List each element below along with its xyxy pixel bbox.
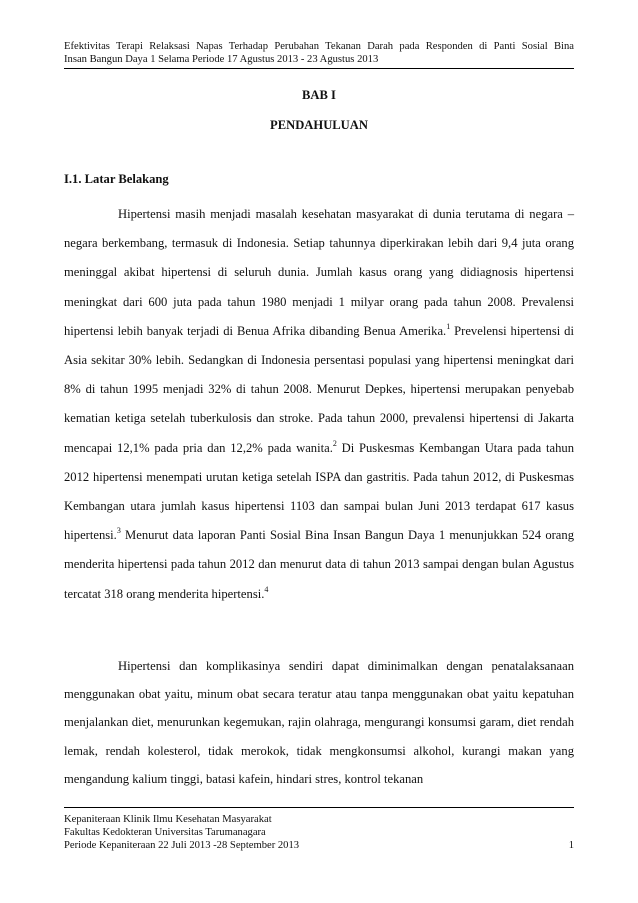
running-header (64, 40, 574, 66)
paragraph-2 (64, 652, 574, 793)
citation-1: 1 (446, 321, 451, 331)
paragraph-1-text-c: Di Puskesmas Kembangan Utara pada tahun 2012 hipertensi menempati urutan ketiga setelah ISPA dan gastritis. Pada tahun 2012, di Puskesmas Kembangan utara jumlah kasus hipertensi 1103 dan sampai bulan Juni 2013 terdapat 617 kasus hipertensi. (64, 440, 575, 543)
citation-2: 2 (332, 438, 337, 448)
paragraph-1-text-d: Menurut data laporan Panti Sosial Bina Insan Bangun Daya 1 menunjukkan 524 orang menderita hipertensi pada tahun 2012 dan menurut data di tahun 2013 sampai dengan bulan Agustus tercatat 318 orang menderita hipertensi. (64, 528, 574, 601)
paragraph-1-text-a: Hipertensi masih menjadi masalah kesehatan masyarakat di dunia terutama di negara – negara berkembang, termasuk di Indonesia. Setiap tahunnya diperkirakan lebih dari 9,4 juta orang meninggal akibat hipertensi di seluruh dunia. Jumlah kasus orang yang didiagnosis hipertensi meningkat dari 600 juta pada tahun 1980 menjadi 1 milyar orang pada tahun 2008. Prevalensi hipertensi lebih banyak terjadi di Benua Afrika dibanding Benua Amerika. (64, 207, 574, 338)
paragraph-1 (64, 200, 574, 609)
header-line-1: Efektivitas Terapi Relaksasi Napas Terhadap Perubahan Tekanan Darah pada Responden di Panti Sosial Bina (64, 41, 574, 52)
running-footer (64, 813, 574, 853)
section-heading: I.1. Latar Belakang (64, 172, 169, 186)
header-divider (64, 68, 574, 69)
chapter-title: PENDAHULUAN (270, 118, 368, 132)
page-number: 1 (568, 840, 574, 852)
paragraph-1-text-b: Prevelensi hipertensi di Asia sekitar 30% lebih. Sedangkan di Indonesia persentasi populasi yang hipertensi meningkat dari 8% di tahun 1995 menjadi 32% di tahun 2008. Menurut Depkes, hipertensi merupakan penyebab kematian ketiga setelah tuberkulosis dan stroke. Pada tahun 2000, prevalensi hipertensi di Jakarta mencapai 12,1% pada pria dan 12,2% pada wanita. (64, 323, 574, 455)
citation-3: 3 (116, 526, 121, 536)
header-line-2: Insan Bangun Daya 1 Selama Periode 17 Agustus 2013 - 23 Agustus 2013 (64, 54, 379, 65)
footer-line-1: Kepaniteraan Klinik Ilmu Kesehatan Masyarakat (64, 814, 272, 825)
citation-4: 4 (264, 584, 269, 594)
paragraph-2-text: Hipertensi dan komplikasinya sendiri dapat diminimalkan dengan penatalaksanaan menggunakan obat yaitu, minum obat secara teratur atau tanpa menggunakan obat yaitu kepatuhan menjalankan diet, menurunkan kegemukan, rajin olahraga, mengurangi konsumsi garam, diet rendah lemak, rendah kolesterol, tidak merokok, tidak mengkonsumsi alkohol, kurangi makan yang mengandung kalium tinggi, batasi kafein, hindari stres, kontrol tekanan (64, 659, 574, 786)
chapter-number: BAB I (302, 88, 336, 102)
footer-line-2: Fakultas Kedokteran Universitas Tarumanagara (64, 827, 266, 839)
footer-divider (64, 807, 574, 808)
footer-line-3: Periode Kepaniteraan 22 Juli 2013 -28 September 2013 (64, 840, 300, 852)
